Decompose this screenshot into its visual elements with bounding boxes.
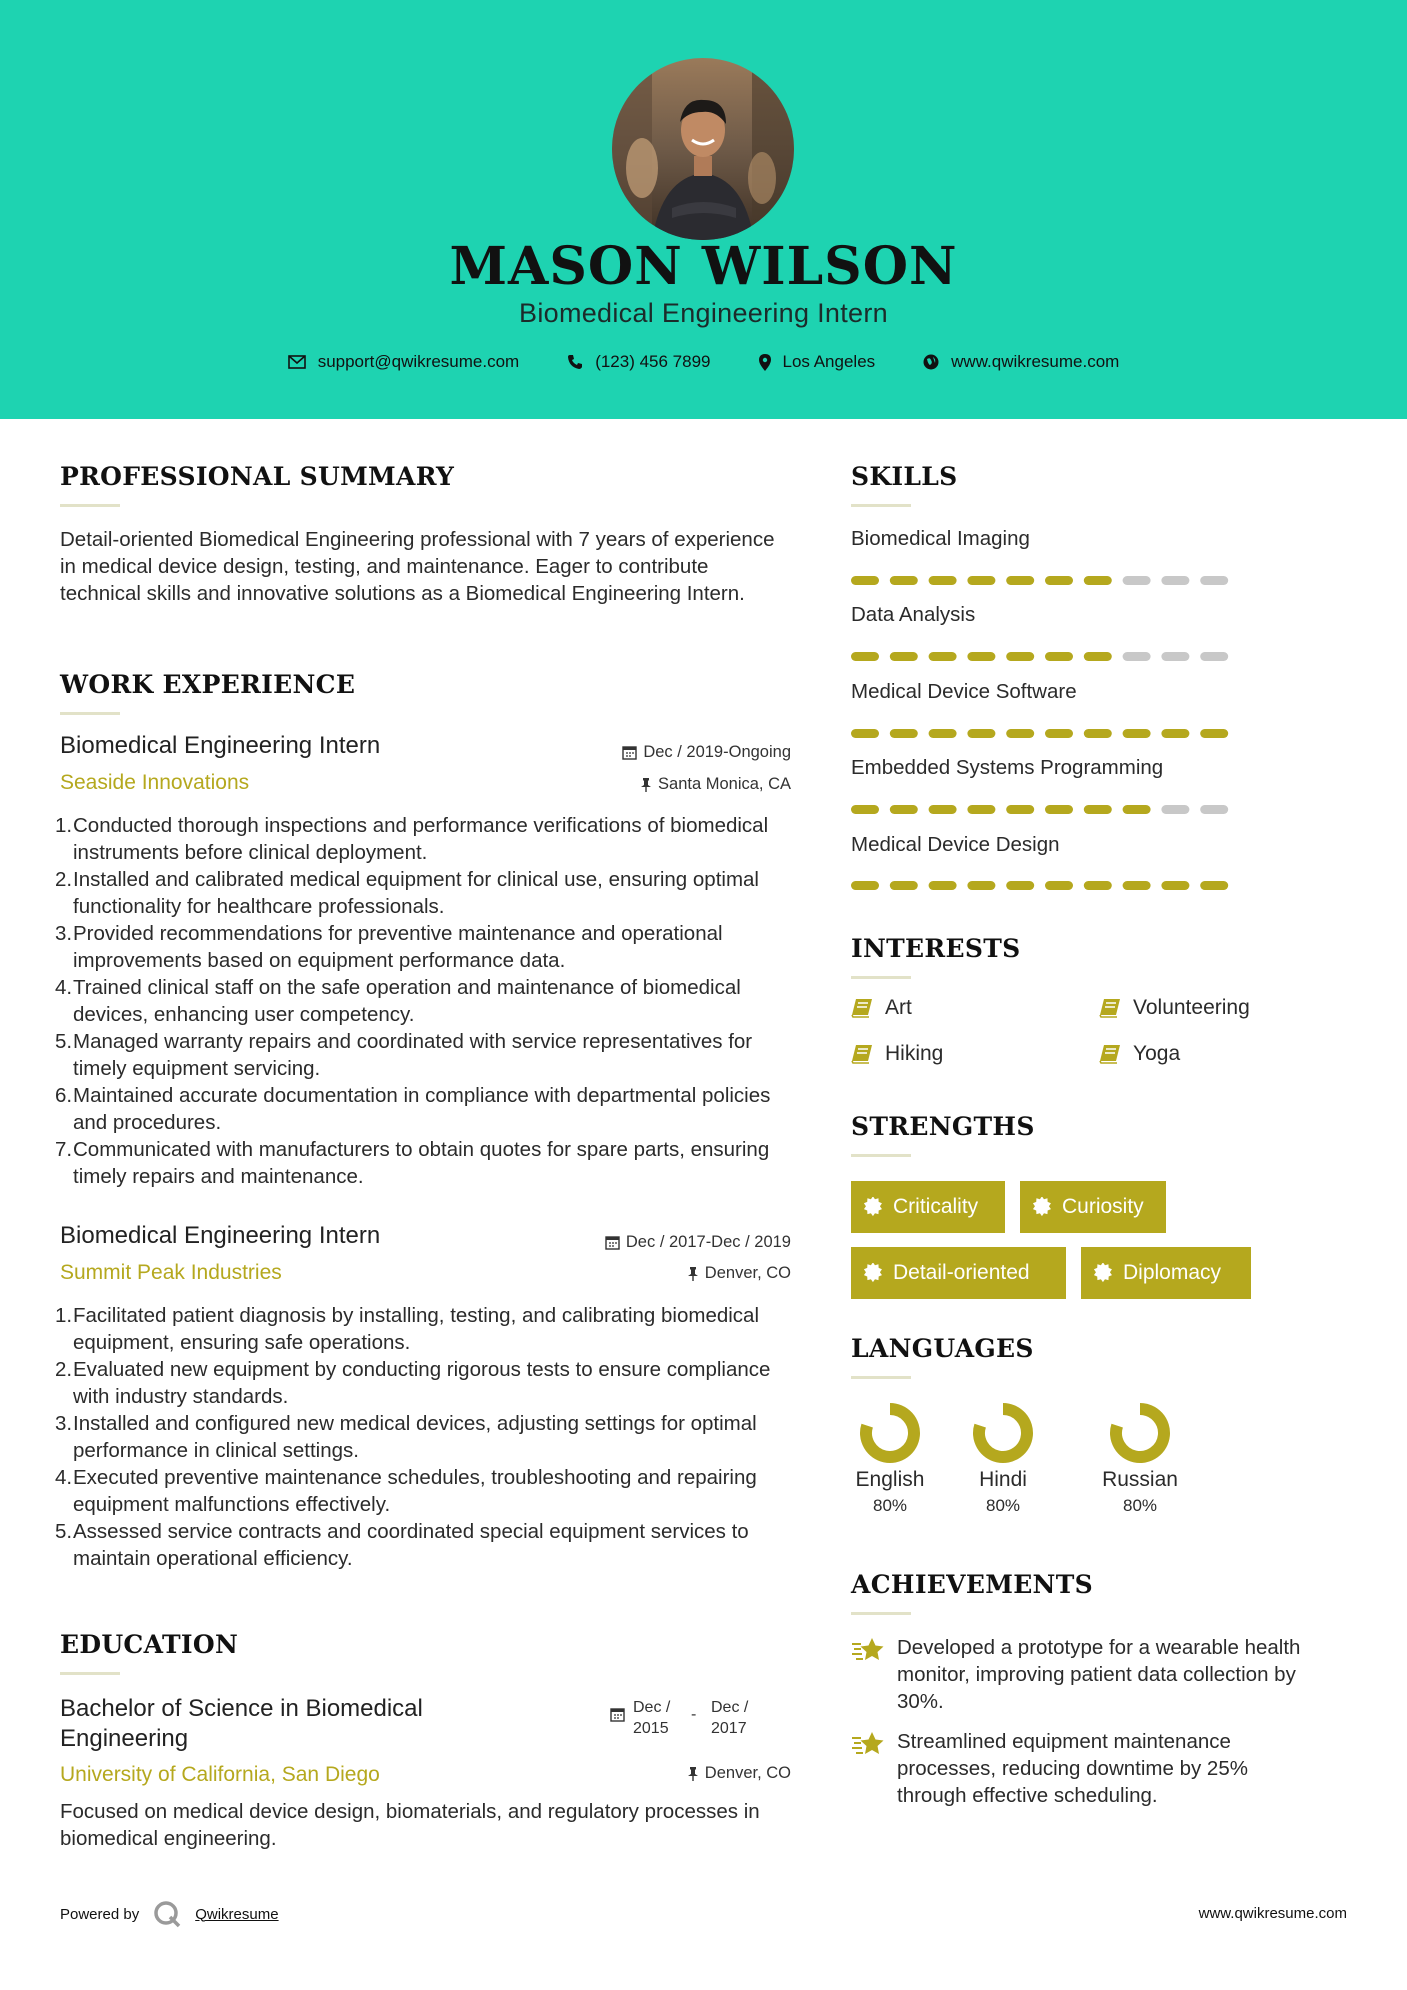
strengths-heading: STRENGTHS xyxy=(851,1112,1035,1141)
skill-level-bar xyxy=(851,576,1231,585)
email-link[interactable]: support@qwikresume.com xyxy=(317,352,520,371)
book-icon xyxy=(1099,1044,1121,1064)
skill-name: Data Analysis xyxy=(851,603,976,626)
divider xyxy=(851,1154,911,1157)
job-title: Biomedical Engineering Intern xyxy=(60,1222,381,1249)
language-name: Russian xyxy=(1102,1468,1178,1491)
language-arc xyxy=(1116,1409,1164,1457)
job-location: Santa Monica, CA xyxy=(500,775,791,794)
job-bullets xyxy=(55,812,795,1190)
pin-icon xyxy=(640,777,652,792)
skill-dash-filled xyxy=(929,729,957,738)
badge-icon xyxy=(863,1197,883,1217)
divider xyxy=(60,1672,120,1675)
strength-badge: Detail-oriented xyxy=(851,1247,1066,1299)
skill-dash-filled xyxy=(1006,652,1034,661)
skill-level-bar xyxy=(851,805,1231,814)
language-percent: 80% xyxy=(872,1496,908,1515)
brand-link[interactable]: Qwikresume xyxy=(195,1905,279,1923)
skill-dash-filled xyxy=(1006,729,1034,738)
skill-dash-filled xyxy=(1084,729,1112,738)
contact-bar xyxy=(0,352,1407,372)
list-item: 7. Communicated with manufacturers to obtain quotes for spare parts, ensuring timely repairs and maintenance. xyxy=(55,1138,770,1188)
skill-dash-filled xyxy=(1006,805,1034,814)
skill-dash-filled xyxy=(851,805,879,814)
interest-item: Volunteering xyxy=(1099,996,1250,1020)
badge-icon xyxy=(863,1263,883,1283)
list-item: 2. Evaluated new equipment by conducting rigorous tests to ensure compliance with industry standards. xyxy=(55,1358,771,1408)
education-end: Dec / 2017 xyxy=(711,1699,749,1737)
star-icon xyxy=(851,1634,885,1715)
skill-dash-filled xyxy=(851,576,879,585)
skill-name: Biomedical Imaging xyxy=(851,527,1030,550)
job-title: Biomedical Engineering Intern xyxy=(60,732,381,759)
strength-badge: Criticality xyxy=(851,1181,1005,1233)
list-item: 3. Installed and configured new medical devices, adjusting settings for optimal performance in clinical settings. xyxy=(55,1412,757,1462)
profile-photo xyxy=(612,58,794,240)
language-arc xyxy=(979,1409,1027,1457)
header-banner xyxy=(0,0,1407,419)
divider xyxy=(60,504,120,507)
language-item xyxy=(835,1398,945,1516)
job-bullets xyxy=(55,1302,795,1572)
footer-url[interactable]: www.qwikresume.com xyxy=(1198,1905,1347,1922)
achievement-item: Developed a prototype for a wearable health monitor, improving patient data collection by 30%. xyxy=(851,1634,1321,1715)
skill-dash-filled xyxy=(1006,576,1034,585)
website-link[interactable]: www.qwikresume.com xyxy=(951,352,1120,371)
list-item: 1. Conducted thorough inspections and performance verifications of biomedical instruments before clinical deployment. xyxy=(55,814,769,864)
skill-dash-filled xyxy=(967,576,995,585)
education-location: Denver, CO xyxy=(500,1764,791,1783)
skill-dash-filled xyxy=(1161,729,1189,738)
list-item: 1. Facilitated patient diagnosis by installing, testing, and calibrating biomedical equipment, ensuring safe operations. xyxy=(55,1304,760,1354)
skill-name: Embedded Systems Programming xyxy=(851,756,1164,779)
skill-dash-filled xyxy=(929,652,957,661)
footer-powered-by xyxy=(60,1900,279,1928)
skill-dash-filled xyxy=(967,729,995,738)
education-description: Focused on medical device design, biomaterials, and regulatory processes in biomedical engineering. xyxy=(60,1800,760,1850)
skill-dash-filled xyxy=(1045,729,1073,738)
skill-name: Medical Device Design xyxy=(851,833,1060,856)
skill-dash-filled xyxy=(890,576,918,585)
skill-dash-empty xyxy=(1161,652,1189,661)
list-item: 4. Executed preventive maintenance schedules, troubleshooting and repairing equipment malfunctions effectively. xyxy=(55,1466,757,1516)
skill-dash-filled xyxy=(1084,805,1112,814)
divider xyxy=(851,976,911,979)
skill-dash-filled xyxy=(1200,881,1228,890)
qwikresume-logo-icon xyxy=(153,1900,181,1928)
calendar-icon xyxy=(610,1707,625,1722)
divider xyxy=(60,712,120,715)
work-heading: WORK EXPERIENCE xyxy=(60,670,356,699)
divider xyxy=(851,1612,911,1615)
education-dates: Dec / 2015 - Dec / 2017 xyxy=(610,1697,761,1739)
degree-title: Bachelor of Science in Biomedical Engineering xyxy=(60,1695,423,1752)
avatar xyxy=(612,58,794,240)
pin-icon xyxy=(687,1766,699,1781)
skill-dash-filled xyxy=(1045,652,1073,661)
skill-dash-filled xyxy=(1084,576,1112,585)
language-ring xyxy=(1105,1398,1175,1468)
badge-icon xyxy=(1093,1263,1113,1283)
skill-dash-empty xyxy=(1161,576,1189,585)
skill-level-bar xyxy=(851,652,1231,661)
skill-dash-filled xyxy=(1123,881,1151,890)
skill-level-bar xyxy=(851,729,1231,738)
skill-dash-filled xyxy=(1045,881,1073,890)
interest-item: Art xyxy=(851,996,912,1020)
skill-level-bar xyxy=(851,881,1231,890)
list-item: 4. Trained clinical staff on the safe operation and maintenance of biomedical devices, enhancing user competency. xyxy=(55,976,741,1026)
achievement-item: Streamlined equipment maintenance processes, reducing downtime by 25% through effective scheduling. xyxy=(851,1728,1321,1809)
star-icon xyxy=(851,1728,885,1809)
globe-icon xyxy=(923,354,939,370)
language-item xyxy=(1085,1398,1195,1516)
list-item: 5. Managed warranty repairs and coordinated with service representatives for timely equipment servicing. xyxy=(55,1030,753,1080)
calendar-icon xyxy=(605,1235,620,1250)
language-ring xyxy=(968,1398,1038,1468)
language-percent: 80% xyxy=(985,1496,1021,1515)
skill-dash-filled xyxy=(1084,881,1112,890)
skill-dash-filled xyxy=(890,881,918,890)
language-item xyxy=(948,1398,1058,1516)
language-name: Hindi xyxy=(979,1468,1027,1491)
phone-number[interactable]: (123) 456 7899 xyxy=(595,352,711,371)
skill-dash-filled xyxy=(890,729,918,738)
list-item: 2. Installed and calibrated medical equipment for clinical use, ensuring optimal functionality for healthcare professionals. xyxy=(55,868,759,918)
pin-icon xyxy=(687,1266,699,1281)
powered-by-label: Powered by xyxy=(60,1905,140,1923)
skill-dash-filled xyxy=(851,881,879,890)
phone-icon xyxy=(567,354,583,370)
skill-dash-empty xyxy=(1200,652,1228,661)
skill-dash-filled xyxy=(1123,805,1151,814)
strength-badge: Diplomacy xyxy=(1081,1247,1251,1299)
list-item: 3. Provided recommendations for preventive maintenance and operational improvements based on equipment performance data. xyxy=(55,922,723,972)
calendar-icon xyxy=(622,745,637,760)
school-name: University of California, San Diego xyxy=(60,1763,380,1786)
candidate-title: Biomedical Engineering Intern xyxy=(519,298,888,328)
language-percent: 80% xyxy=(1122,1496,1158,1515)
skill-dash-filled xyxy=(967,805,995,814)
divider xyxy=(851,504,911,507)
book-icon xyxy=(851,998,873,1018)
mail-icon xyxy=(288,355,306,369)
language-ring xyxy=(855,1398,925,1468)
skill-dash-filled xyxy=(1006,881,1034,890)
interest-item: Yoga xyxy=(1099,1042,1180,1066)
skill-dash-filled xyxy=(929,881,957,890)
interests-heading: INTERESTS xyxy=(851,934,1021,963)
skill-dash-filled xyxy=(890,652,918,661)
summary-text: Detail-oriented Biomedical Engineering professional with 7 years of experience in medical device design, testing, and maintenance. Eager to contribute technical skills and innovative solutions as a Biomedical Engineering Intern. xyxy=(60,528,775,605)
book-icon xyxy=(851,1044,873,1064)
skill-dash-empty xyxy=(1161,805,1189,814)
skill-dash-filled xyxy=(851,729,879,738)
job-dates: Dec / 2019-Ongoing xyxy=(500,743,791,762)
job-company: Seaside Innovations xyxy=(60,771,250,794)
education-start: Dec / 2015 xyxy=(633,1699,671,1737)
skill-dash-filled xyxy=(1045,576,1073,585)
language-arc xyxy=(866,1409,914,1457)
languages-heading: LANGUAGES xyxy=(851,1334,1034,1363)
skill-dash-filled xyxy=(1161,881,1189,890)
skill-dash-filled xyxy=(1200,729,1228,738)
education-heading: EDUCATION xyxy=(60,1630,239,1659)
candidate-name: MASON WILSON xyxy=(449,236,958,297)
skills-heading: SKILLS xyxy=(851,462,958,491)
skill-dash-filled xyxy=(1045,805,1073,814)
divider xyxy=(851,1376,911,1379)
strength-badge: Curiosity xyxy=(1020,1181,1166,1233)
skill-dash-filled xyxy=(1123,729,1151,738)
skill-dash-filled xyxy=(929,576,957,585)
skill-dash-empty xyxy=(1123,576,1151,585)
language-name: English xyxy=(855,1468,925,1491)
list-item: 5. Assessed service contracts and coordinated special equipment services to maintain operational efficiency. xyxy=(55,1520,749,1570)
skill-dash-filled xyxy=(929,805,957,814)
summary-heading: PROFESSIONAL SUMMARY xyxy=(60,462,455,491)
job-location: Denver, CO xyxy=(500,1264,791,1283)
list-item: 6. Maintained accurate documentation in compliance with departmental policies and procedures. xyxy=(55,1084,771,1134)
skill-dash-filled xyxy=(851,652,879,661)
map-pin-icon xyxy=(759,354,771,371)
skill-dash-filled xyxy=(967,881,995,890)
interest-item: Hiking xyxy=(851,1042,943,1066)
skill-dash-empty xyxy=(1123,652,1151,661)
book-icon xyxy=(1099,998,1121,1018)
skill-dash-filled xyxy=(967,652,995,661)
job-company: Summit Peak Industries xyxy=(60,1261,282,1284)
skill-dash-empty xyxy=(1200,576,1228,585)
skill-dash-filled xyxy=(1084,652,1112,661)
achievements-heading: ACHIEVEMENTS xyxy=(851,1570,1093,1599)
location-text: Los Angeles xyxy=(782,352,876,371)
skill-dash-filled xyxy=(890,805,918,814)
job-dates: Dec / 2017-Dec / 2019 xyxy=(500,1233,791,1252)
badge-icon xyxy=(1032,1197,1052,1217)
skill-name: Medical Device Software xyxy=(851,680,1077,703)
skill-dash-empty xyxy=(1200,805,1228,814)
